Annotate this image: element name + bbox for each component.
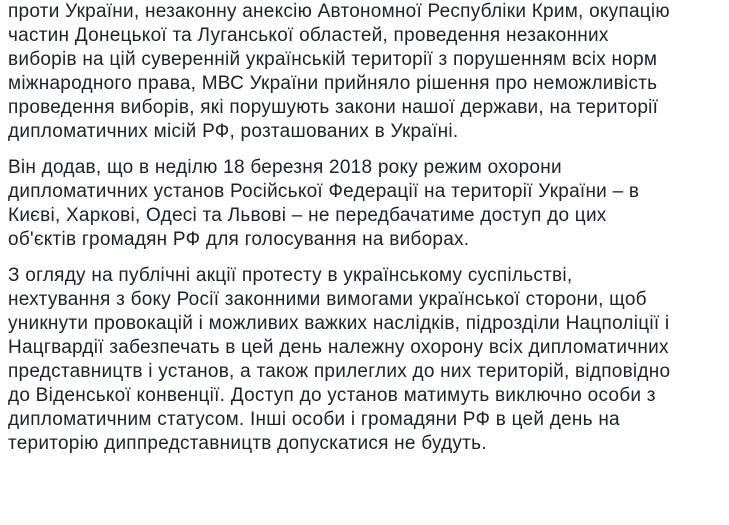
paragraph-line: дипломатичним статусом. Інші особи і громадяни РФ в цей день на (8, 409, 620, 430)
article-paragraph (8, 156, 723, 252)
paragraph-line: об'єктів громадян РФ для голосування на виборах. (8, 229, 470, 250)
paragraph-line: Києві, Харкові, Одесі та Львові – не передбачатиме доступ до цих (8, 205, 607, 226)
paragraph-line: Нацгвардії забезпечать в цей день належну охорону всіх дипломатичних (8, 337, 669, 358)
article-paragraph (8, 264, 723, 456)
paragraph-line: до Віденської конвенції. Доступ до установ матимуть виключно особи з (8, 385, 656, 406)
paragraph-line: дипломатичних установ Російської Федерації на території України – в (8, 181, 640, 202)
paragraph-line: частин Донецької та Луганської областей, проведення незаконних (8, 25, 609, 46)
paragraph-line: Він додав, що в неділю 18 березня 2018 року режим охорони (8, 157, 562, 178)
paragraph-line: дипломатичних місій РФ, розташованих в Україні. (8, 121, 459, 142)
paragraph-line: міжнародного права, МВС України прийняло рішення про неможливість (8, 73, 658, 94)
paragraph-line: проти України, незаконну анексію Автономної Республіки Крим, окупацію (8, 1, 670, 22)
paragraph-line: нехтування з боку Росії законними вимогами української сторони, щоб (8, 289, 647, 310)
paragraph-line: представництв і установ, а також прилеглих до них територій, відповідно (8, 361, 671, 382)
article-paragraph (8, 0, 723, 144)
paragraph-line: уникнути провокацій і можливих важких наслідків, підрозділи Нацполіції і (8, 313, 670, 334)
paragraph-line: проведення виборів, які порушують закони нашої держави, на території (8, 97, 659, 118)
paragraph-line: З огляду на публічні акції протесту в українському суспільстві, (8, 265, 573, 286)
paragraph-line: територію диппредставництв допускатися не будуть. (8, 433, 487, 454)
paragraph-line: виборів на цій суверенній українській території з порушенням всіх норм (8, 49, 658, 70)
